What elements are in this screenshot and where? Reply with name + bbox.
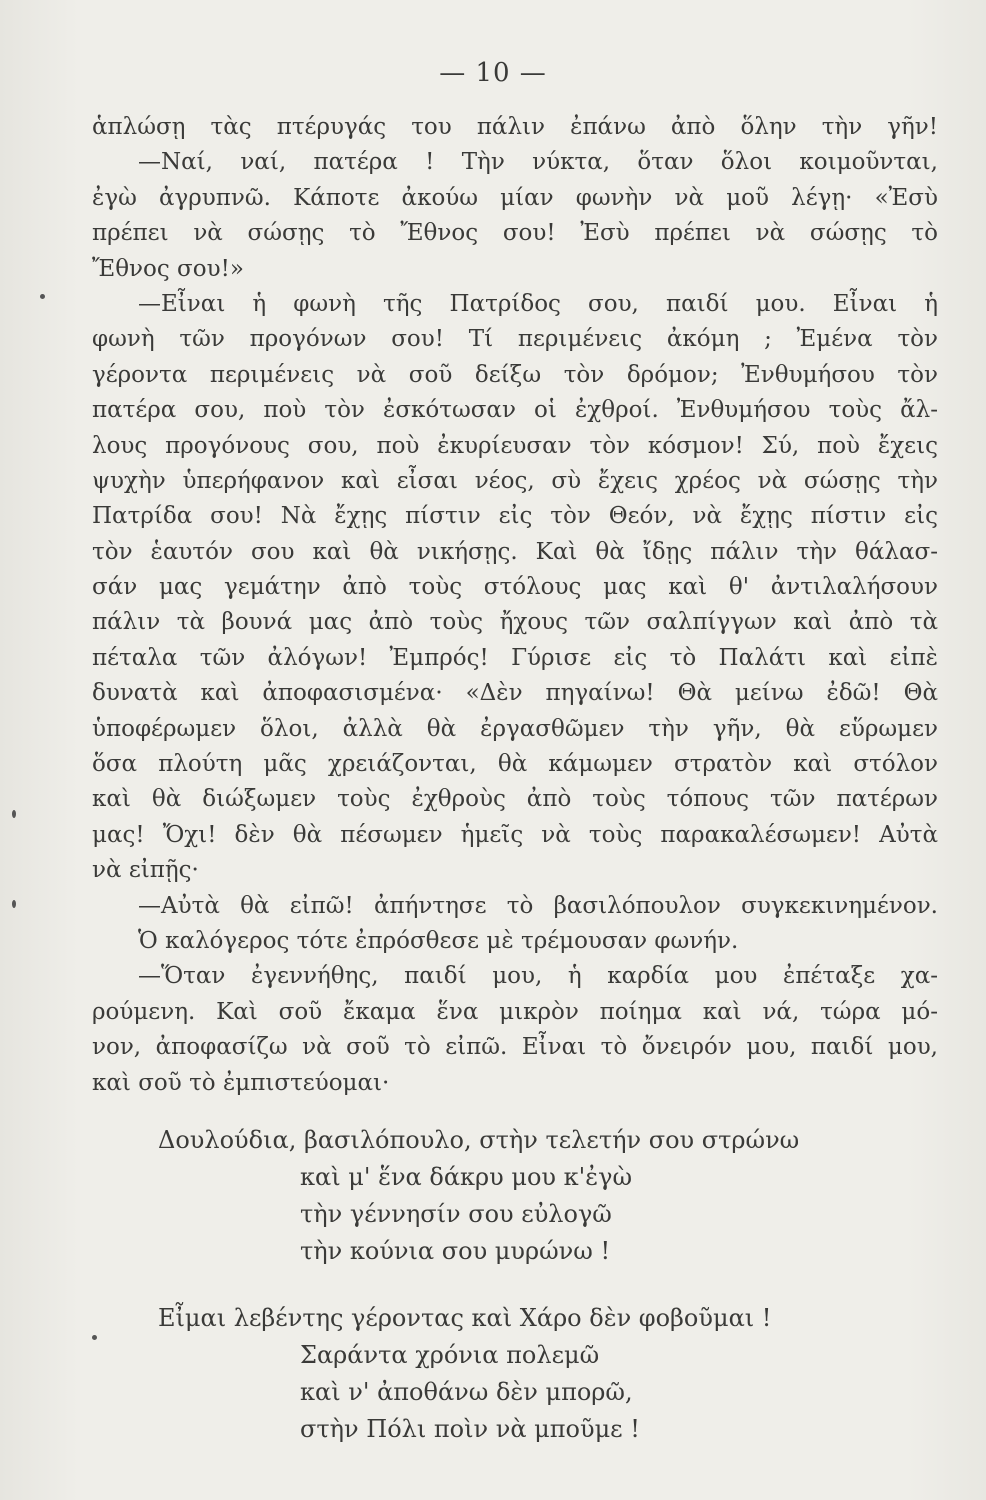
ink-speck bbox=[12, 900, 16, 908]
poem-stanza-1 bbox=[158, 1122, 898, 1270]
text-line: Ὁ καλόγερος τότε ἐπρόσθεσε μὲ τρέμουσαν φωνήν. bbox=[138, 927, 739, 954]
text-line: —Ὅταν ἐγεννήθης, παιδί μου, ἡ καρδία μου ἐπέταξε χα- bbox=[138, 963, 938, 990]
poem-line: Εἶμαι λεβέντης γέροντας καὶ Χάρο δὲν φοβοῦμαι ! bbox=[158, 1304, 772, 1332]
text-line: ρούμενη. Καὶ σοῦ ἔκαμα ἕνα μικρὸν ποίημα καὶ νά, τώρα μό- bbox=[92, 998, 938, 1025]
text-line: λους προγόνους σου, ποὺ ἐκυρίευσαν τὸν κόσμον! Σύ, ποὺ ἔχεις bbox=[92, 432, 938, 459]
text-line: νὰ εἰπῇς· bbox=[92, 857, 199, 884]
text-line: πέταλα τῶν ἀλόγων! Ἐμπρός! Γύρισε εἰς τὸ Παλάτι καὶ εἰπὲ bbox=[92, 644, 938, 671]
text-line: ὑποφέρωμεν ὅλοι, ἀλλὰ θὰ ἐργασθῶμεν τὴν γῆν, θὰ εὕρωμεν bbox=[92, 715, 938, 742]
text-line: μας! Ὄχι! δὲν θὰ πέσωμεν ἡμεῖς νὰ τοὺς παρακαλέσωμεν! Αὐτὰ bbox=[92, 821, 938, 848]
text-line: σάν μας γεμάτην ἀπὸ τοὺς στόλους μας καὶ θ' ἀντιλαλήσουν bbox=[92, 574, 938, 601]
text-line: τὸν ἑαυτόν σου καὶ θὰ νικήσῃς. Καὶ θὰ ἴδῃς πάλιν τὴν θάλασ- bbox=[92, 538, 938, 565]
text-line: πρέπει νὰ σώσῃς τὸ Ἔθνος σου! Ἐσὺ πρέπει νὰ σώσῃς τὸ bbox=[92, 220, 938, 247]
poem-line: καὶ ν' ἀποθάνω δὲν μπορῶ, bbox=[300, 1378, 633, 1406]
poem-line: Δουλούδια, βασιλόπουλο, στὴν τελετήν σου στρώνω bbox=[158, 1126, 800, 1154]
text-line: —Ναί, ναί, πατέρα ! Τὴν νύκτα, ὅταν ὅλοι κοιμοῦνται, bbox=[138, 149, 938, 176]
text-line: ψυχὴν ὑπερήφανον καὶ εἶσαι νέος, σὺ ἔχεις χρέος νὰ σώσῃς τὴν bbox=[92, 467, 938, 494]
poem-line: στὴν Πόλι ποὶν νὰ μποῦμε ! bbox=[300, 1415, 640, 1443]
text-line: Ἔθνος σου!» bbox=[92, 255, 244, 282]
text-line: γέροντα περιμένεις νὰ σοῦ δείξω τὸν δρόμον; Ἐνθυμήσου τὸν bbox=[92, 361, 938, 388]
text-line: καὶ σοῦ τὸ ἐμπιστεύομαι· bbox=[92, 1069, 390, 1096]
text-line: ὅσα πλούτη μᾶς χρειάζονται, θὰ κάμωμεν στρατὸν καὶ στόλον bbox=[92, 751, 938, 778]
text-line: φωνὴ τῶν προγόνων σου! Τί περιμένεις ἀκόμη ; Ἐμένα τὸν bbox=[92, 326, 938, 353]
poem-line: Σαράντα χρόνια πολεμῶ bbox=[300, 1341, 600, 1369]
poem-stanza-2 bbox=[158, 1300, 898, 1448]
text-line: ἁπλώσῃ τὰς πτέρυγάς του πάλιν ἐπάνω ἀπὸ ὅλην τὴν γῆν! bbox=[92, 114, 938, 140]
text-line: νον, ἀποφασίζω νὰ σοῦ τὸ εἰπῶ. Εἶναι τὸ ὄνειρόν μου, παιδί μου, bbox=[92, 1034, 938, 1061]
poem-line: καὶ μ' ἕνα δάκρυ μου κ'ἐγὼ bbox=[300, 1163, 633, 1191]
poem-line: τὴν κούνια σου μυρώνω ! bbox=[300, 1237, 611, 1265]
text-line: —Αὐτὰ θὰ εἰπῶ! ἀπήντησε τὸ βασιλόπουλον συγκεκινημένον. bbox=[138, 892, 938, 919]
text-line: καὶ θὰ διώξωμεν τοὺς ἐχθροὺς ἀπὸ τοὺς τόπους τῶν πατέρων bbox=[92, 786, 938, 813]
text-line: δυνατὰ καὶ ἀποφασισμένα· «Δὲν πηγαίνω! Θὰ μείνω ἐδῶ! Θὰ bbox=[92, 680, 938, 707]
poem-line: τὴν γέννησίν σου εὐλογῶ bbox=[300, 1200, 612, 1228]
page-number: — 10 — bbox=[439, 58, 547, 88]
text-line: Πατρίδα σου! Νὰ ἔχῃς πίστιν εἰς τὸν Θεόν, νὰ ἔχῃς πίστιν εἰς bbox=[92, 503, 938, 530]
text-line: πάλιν τὰ βουνά μας ἀπὸ τοὺς ἤχους τῶν σαλπίγγων καὶ ἀπὸ τὰ bbox=[92, 609, 938, 636]
ink-speck bbox=[92, 1335, 97, 1340]
ink-speck bbox=[40, 294, 45, 299]
prose-body bbox=[92, 110, 938, 1101]
text-line: —Εἶναι ἡ φωνὴ τῆς Πατρίδος σου, παιδί μου. Εἶναι ἡ bbox=[138, 290, 938, 317]
text-line: ἐγὼ ἀγρυπνῶ. Κάποτε ἀκούω μίαν φωνὴν νὰ μοῦ λέγῃ· «Ἐσὺ bbox=[92, 184, 938, 211]
text-line: πατέρα σου, ποὺ τὸν ἐσκότωσαν οἱ ἐχθροί. Ἐνθυμήσου τοὺς ἄλ- bbox=[92, 397, 938, 424]
ink-speck bbox=[12, 810, 16, 818]
